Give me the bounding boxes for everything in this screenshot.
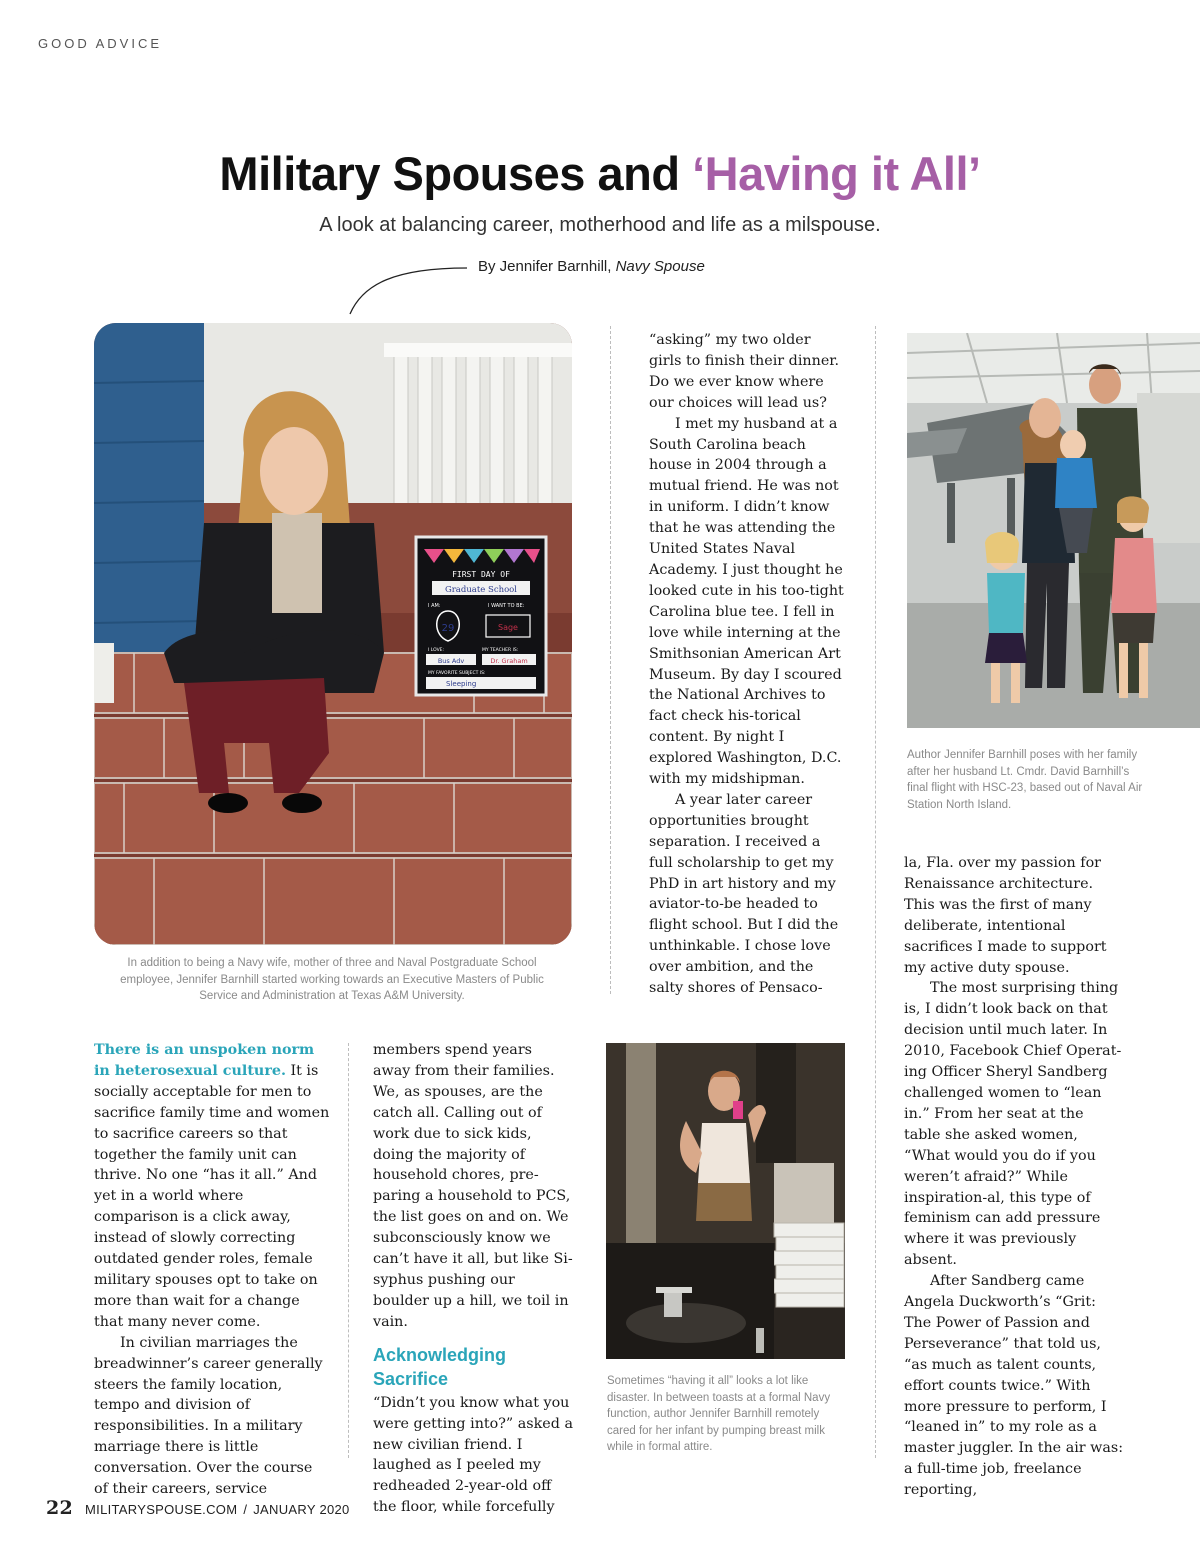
byline [478, 258, 705, 275]
title-accent: ‘Having it All’ [692, 147, 981, 200]
photo-caption-1: In addition to being a Navy wife, mother of three and Naval Postgraduate School employee, Jennifer Barnhill started working towards an Executive Masters of Public Service and Administration at Texas A&M University. [120, 957, 544, 1002]
mirror-selfie-photo [606, 1043, 845, 1359]
sign-fav-label: I LOVE: [428, 648, 445, 653]
photo-caption-3: Sometimes “having it all” looks a lot like disaster. In between toasts at a formal Navy function, author Jennifer Barnhill remotely cared for her infant by pumping breast milk while in formal attire. [607, 1375, 831, 1453]
body-paragraph: I met my husband at a South Carolina beach house in 2004 through a mutual friend. He was not in uniform. I didn’t know that he was attending the United States Naval Academy. I just thought he looked cute in his too-tight Carolina blue tee. I fell in love while interning at the Smithsonian American Art Museum. By day I scoured the National Archives to fact check his-torical content. By night I explored Washington, D.C. with my midshipman. [649, 415, 844, 788]
sign-want-label: I WANT TO BE: [488, 603, 525, 609]
page-footer [46, 1497, 350, 1519]
footer-separator: / [243, 1502, 248, 1517]
sign-want: Sage [498, 623, 518, 632]
author-porch-photo [94, 323, 572, 945]
sign-teacher-label: MY TEACHER IS: [482, 648, 519, 653]
section-label: GOOD ADVICE [38, 36, 163, 51]
article-title [0, 146, 1200, 201]
sign-heading: FIRST DAY OF [452, 570, 510, 579]
body-column-a [649, 330, 844, 999]
column-rule [875, 326, 876, 1458]
body-paragraph: The most surprising thing is, I didn’t look back on that decision until much later. In 2010, Facebook Chief Operat-ing Officer Sheryl Sandberg challenged women to “lean in.” From her seat at the table she asked women, “What would you do if you weren’t afraid?” While inspiration-al, this type of feminism can add pressure where it was previously absent. [904, 980, 1122, 1269]
column-rule [348, 1043, 349, 1458]
body-column-b [94, 1040, 330, 1500]
sign-teacher: Dr. Graham [490, 657, 528, 665]
body-paragraph: In civilian marriages the breadwinner’s career generally steers the family location, tempo and division of responsibilities. In a military marriage there is little conversation. Over the course of their careers, service [94, 1334, 323, 1498]
sign-subject: Sleeping [446, 680, 477, 688]
sign-subject-label: MY FAVORITE SUBJECT IS: [428, 671, 486, 676]
sign-age-label: I AM: [428, 603, 441, 609]
byline-swoosh [345, 262, 470, 317]
body-paragraph: “asking” my two older girls to finish their dinner. Do we ever know where our choices will lead us? [649, 332, 840, 411]
sign-banner: Graduate School [444, 585, 518, 595]
body-paragraph: members spend years away from their families. We, as spouses, are the catch all. Calling out of work due to sick kids, doing the majority of household chores, pre-paring a household to PCS, the list goes on and on. We subconsciously know we can’t have it all, but like Si-syphus pushing our boulder up a hill, we toil in vain. [373, 1042, 573, 1330]
article-subtitle: A look at balancing career, motherhood and life as a milspouse. [319, 214, 881, 236]
column-rule [610, 326, 611, 994]
family-hangar-photo [907, 333, 1200, 728]
sign-age: 29 [441, 623, 455, 634]
lead-in: There is an unspoken norm in heterosexual culture. [94, 1042, 315, 1079]
body-paragraph [94, 1040, 330, 1333]
body-column-c [373, 1040, 573, 1518]
title-main: Military Spouses and [219, 147, 693, 200]
section-subhead: Acknowledging Sacrifice [373, 1344, 507, 1389]
lead-paragraph-text: It is socially acceptable for men to sacrifice family time and women to sacrifice careers so that together the family unit can thrive. No one “has it all.” And yet in a world where comparison is a click away, instead of slowly correcting outdated gender roles, female military spouses opt to take on more than wait for a change that many never come. [94, 1062, 330, 1330]
byline-outlet: Navy Spouse [615, 258, 705, 275]
footer-site: MILITARYSPOUSE.COM [85, 1502, 238, 1517]
body-paragraph: “Didn’t you know what you were getting into?” asked a new civilian friend. I laughed as I peeled my redheaded 2-year-old off the floor, while forcefully [373, 1394, 573, 1516]
body-paragraph: la, Fla. over my passion for Renaissance architecture. This was the first of many deliberate, intentional sacrifices I made to support my active duty spouse. [904, 855, 1107, 976]
page-number: 22 [46, 1497, 74, 1519]
footer-issue: JANUARY 2020 [253, 1502, 350, 1517]
photo-caption-2: Author Jennifer Barnhill poses with her family after her husband Lt. Cmdr. David Barnhill’s final flight with HSC-23, based out of Naval Air Station North Island. [907, 749, 1143, 811]
body-paragraph: After Sandberg came Angela Duckworth’s “Grit: The Power of Passion and Perseverance” that told us, “as much as talent counts, effort counts twice.” With more pressure to perform, I “leaned in” to my role as a master juggler. In the air was: a full-time job, freelance reporting, [904, 1273, 1124, 1499]
body-column-d [904, 853, 1124, 1501]
body-paragraph: A year later career opportunities brought separation. I received a full scholarship to get my PhD in art history and my aviator-to-be headed to flight school. But I did the unthinkable. I chose love over ambition, and the salty shores of Pensaco- [649, 791, 839, 997]
sign-fav: Bus Adv [437, 657, 465, 665]
byline-author: By Jennifer Barnhill, [478, 258, 616, 275]
